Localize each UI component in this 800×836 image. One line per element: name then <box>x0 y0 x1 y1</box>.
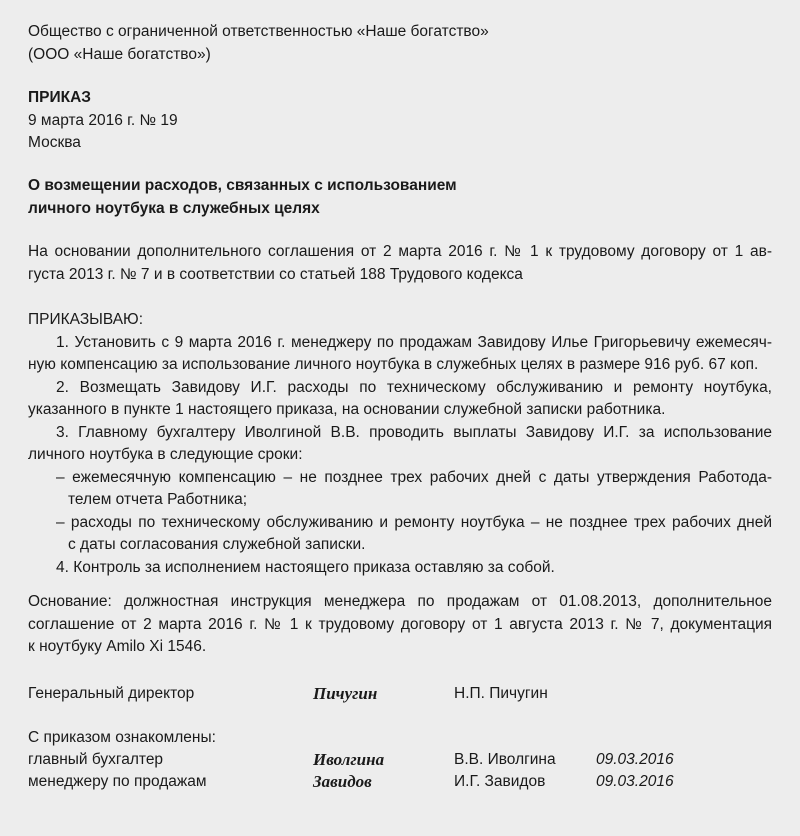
dash-item-2-line: – расходы по техническому обслуживанию и ремонту ноутбука – не позднее трех рабочих дней <box>56 513 772 531</box>
organization-header <box>28 21 772 66</box>
item-1-line: ную компенсацию за использование личного ноутбука в служебных целях в размере 916 руб. 67 коп. <box>28 356 759 373</box>
org-full-name: Общество с ограниченной ответственностью «Наше богатство» <box>28 23 489 40</box>
dash-item-2-line: с даты согласования служебной записки. <box>68 536 366 553</box>
paragraph-line: густа 2013 г. № 7 и в соответствии со статьей 188 Трудового кодекса <box>28 265 523 283</box>
basis-paragraph <box>28 591 772 659</box>
item-2-line: указанного в пункте 1 настоящего приказа, на основании служебной записки работника. <box>28 401 666 418</box>
order-city: Москва <box>28 134 81 151</box>
director-signature: Пичугин <box>313 684 378 703</box>
subject-line: личного ноутбука в служебных целях <box>28 199 320 217</box>
dash-item-1-line: телем отчета Работника; <box>68 491 248 508</box>
manager-name: И.Г. Завидов <box>454 773 546 790</box>
manager-date: 09.03.2016 <box>596 773 674 790</box>
order-subject <box>28 175 772 220</box>
director-signature-row <box>28 683 772 705</box>
dash-item-1-line: – ежемесячную компенсацию – не позднее трех рабочих дней с даты утверждения Работода- <box>56 468 772 486</box>
basis-intro <box>28 241 772 286</box>
manager-signature-row <box>28 771 772 793</box>
accountant-title: главный бухгалтер <box>28 751 164 768</box>
item-2-line: 2. Возмещать Завидову И.Г. расходы по техническому обслуживанию и ремонту ноутбука, <box>56 378 772 396</box>
order-word: ПРИКАЗЫВАЮ: <box>28 311 144 328</box>
paragraph-line: соглашение от 2 марта 2016 г. № 1 к трудовому договору от 1 августа 2013 г. № 7, документация <box>28 615 772 633</box>
acquainted-heading: С приказом ознакомлены: <box>28 729 216 746</box>
item-1-line: 1. Установить с 9 марта 2016 г. менеджеру по продажам Завидову Илье Григорьевичу ежемесяч- <box>56 333 772 351</box>
subject-line: О возмещении расходов, связанных с использованием <box>28 177 457 194</box>
accountant-name: В.В. Иволгина <box>454 751 556 768</box>
paragraph-line: к ноутбуку Amilo Xi 1546. <box>28 638 207 655</box>
acquainted-heading-row <box>28 727 772 749</box>
paragraph-line: На основании дополнительного соглашения от 2 марта 2016 г. № 1 к трудовому договору от 1 ав- <box>28 243 772 260</box>
order-date-number: 9 марта 2016 г. № 19 <box>28 111 178 129</box>
order-title: ПРИКАЗ <box>28 89 91 106</box>
paragraph-line: Основание: должностная инструкция менеджера по продажам от 01.08.2013, дополнительное <box>28 593 772 610</box>
accountant-signature: Иволгина <box>313 750 385 769</box>
item-3-line: личного ноутбука в следующие сроки: <box>28 446 303 463</box>
director-name: Н.П. Пичугин <box>454 685 548 702</box>
accountant-signature-row <box>28 749 772 771</box>
director-title: Генеральный директор <box>28 685 195 702</box>
item-4-line: 4. Контроль за исполнением настоящего приказа оставляю за собой. <box>56 558 555 576</box>
org-short-name: (ООО «Наше богатство») <box>28 45 211 63</box>
order-header <box>28 87 772 155</box>
manager-title: менеджеру по продажам <box>28 773 207 790</box>
manager-signature: Завидов <box>313 772 372 791</box>
accountant-date: 09.03.2016 <box>596 751 674 768</box>
order-body <box>28 309 772 579</box>
item-3-line: 3. Главному бухгалтеру Иволгиной В.В. проводить выплаты Завидову И.Г. за использование <box>56 423 772 441</box>
